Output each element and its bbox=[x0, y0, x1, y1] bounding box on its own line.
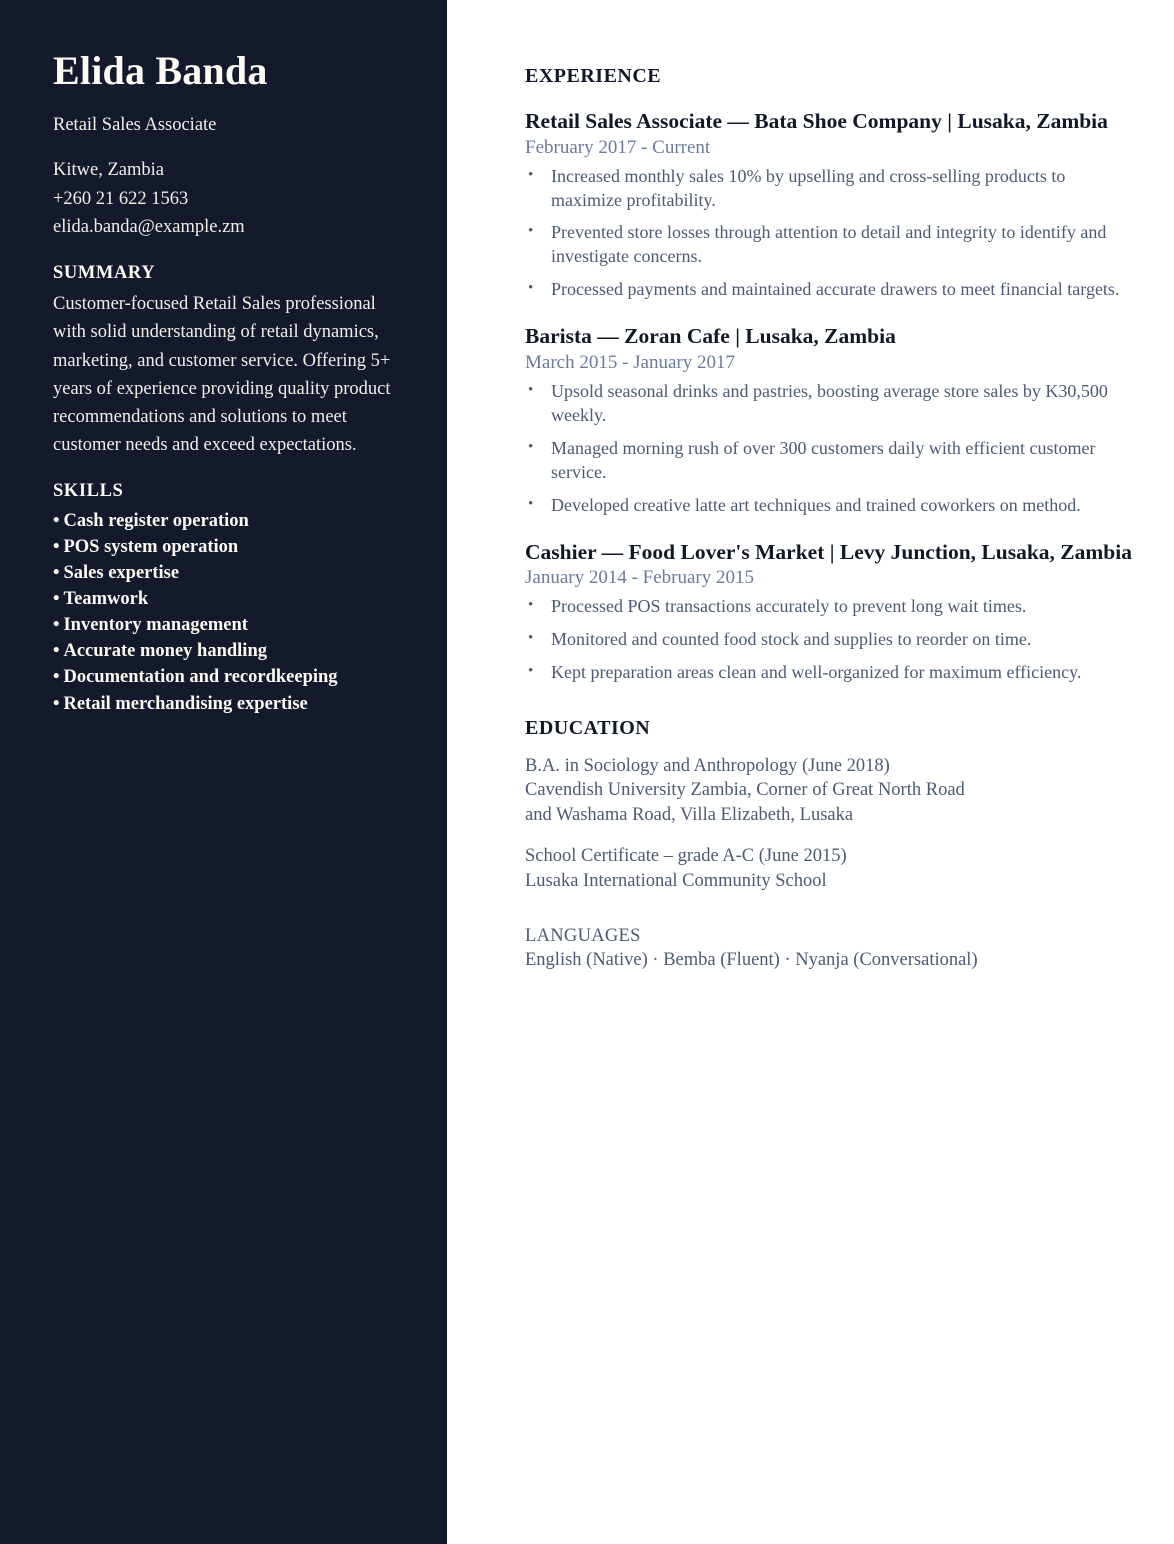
bullet-icon: • bbox=[53, 667, 60, 688]
bullet-icon: • bbox=[53, 563, 60, 584]
experience-heading: EXPERIENCE bbox=[525, 65, 662, 87]
experience-dates: January 2014 - February 2015 bbox=[525, 567, 755, 589]
skill-label: Inventory management bbox=[63, 615, 248, 636]
candidate-job-title: Retail Sales Associate bbox=[53, 115, 217, 136]
experience-bullet-text: Prevented store losses through attention to detail and integrity to identify and investigate concerns. bbox=[551, 222, 1107, 267]
contact-email: elida.banda@example.zm bbox=[53, 217, 245, 238]
experience-bullet-item bbox=[525, 221, 1125, 269]
experience-bullet-text: Kept preparation areas clean and well-organized for maximum efficiency. bbox=[551, 661, 1082, 682]
bullet-icon: • bbox=[53, 589, 60, 610]
sidebar bbox=[0, 0, 447, 1544]
bullet-icon: • bbox=[528, 223, 534, 240]
education-entry bbox=[525, 844, 1174, 893]
education-institution-cont: and Washama Road, Villa Elizabeth, Lusaka bbox=[525, 804, 854, 825]
skill-label: Retail merchandising expertise bbox=[63, 693, 308, 714]
skill-item bbox=[53, 586, 394, 612]
experience-bullet-item bbox=[525, 437, 1125, 485]
skills-list bbox=[53, 508, 394, 717]
experience-bullet-item bbox=[525, 595, 1125, 619]
experience-bullet-item bbox=[525, 661, 1125, 685]
experience-bullet-item bbox=[525, 380, 1125, 428]
bullet-icon: • bbox=[528, 630, 534, 646]
experience-bullets bbox=[525, 380, 1174, 518]
experience-bullet-text: Upsold seasonal drinks and pastries, boosting average store sales by K30,500 weekly. bbox=[551, 380, 1108, 425]
skill-item bbox=[53, 508, 394, 534]
education-heading: EDUCATION bbox=[525, 716, 651, 739]
bullet-icon: • bbox=[528, 662, 534, 679]
bullet-icon: • bbox=[53, 615, 60, 636]
main-content bbox=[525, 0, 1174, 1544]
bullet-icon: • bbox=[53, 641, 60, 662]
experience-list bbox=[525, 108, 1174, 685]
bullet-icon: • bbox=[53, 537, 60, 558]
skill-item bbox=[53, 560, 394, 586]
bullet-icon: • bbox=[53, 510, 60, 531]
bullet-icon: • bbox=[528, 166, 534, 183]
bullet-icon: • bbox=[53, 693, 60, 714]
bullet-icon: • bbox=[528, 381, 534, 398]
education-degree: School Certificate – grade A-C (June 2015) bbox=[525, 846, 847, 867]
skills-heading: SKILLS bbox=[53, 480, 124, 501]
skill-item bbox=[53, 612, 394, 638]
skill-item bbox=[53, 534, 394, 560]
skill-label: Teamwork bbox=[63, 589, 149, 610]
experience-dates: March 2015 - January 2017 bbox=[525, 352, 736, 374]
experience-title: Retail Sales Associate — Bata Shoe Company | Lusaka, Zambia bbox=[525, 109, 1108, 133]
summary-text: Customer-focused Retail Sales professional with solid understanding of retail dynamics, marketing, and customer service. Offering 5+ years of experience providing quality product recommendations and solutions to meet customer needs and exceed expectations. bbox=[53, 294, 391, 455]
education-degree: B.A. in Sociology and Anthropology (June 2018) bbox=[525, 755, 890, 776]
experience-dates: February 2017 - Current bbox=[525, 136, 711, 158]
candidate-name: Elida Banda bbox=[53, 48, 268, 93]
experience-bullet-item bbox=[525, 165, 1125, 213]
experience-bullet-text: Managed morning rush of over 300 customers daily with efficient customer service. bbox=[551, 437, 1096, 482]
skill-label: Sales expertise bbox=[63, 563, 180, 584]
experience-bullets bbox=[525, 595, 1174, 685]
experience-bullet-text: Developed creative latte art techniques and trained coworkers on method. bbox=[551, 494, 1081, 515]
experience-title: Barista — Zoran Cafe | Lusaka, Zambia bbox=[525, 324, 896, 349]
bullet-icon: • bbox=[528, 438, 534, 455]
experience-bullet-item bbox=[525, 628, 1125, 652]
experience-entry bbox=[525, 539, 1174, 685]
skill-item bbox=[53, 638, 394, 664]
skill-item bbox=[53, 691, 394, 717]
experience-bullets bbox=[525, 165, 1174, 303]
experience-entry bbox=[525, 108, 1174, 302]
experience-entry bbox=[525, 323, 1174, 517]
experience-bullet-item bbox=[525, 494, 1125, 518]
contact-phone: +260 21 622 1563 bbox=[53, 188, 189, 209]
skill-label: Cash register operation bbox=[63, 510, 249, 531]
summary-heading: SUMMARY bbox=[53, 263, 156, 284]
contact-location: Kitwe, Zambia bbox=[53, 160, 164, 181]
skill-label: Accurate money handling bbox=[63, 641, 267, 662]
education-institution: Cavendish University Zambia, Corner of Great North Road bbox=[525, 780, 965, 801]
bullet-icon: • bbox=[528, 495, 534, 512]
education-entry bbox=[525, 754, 1174, 827]
experience-title: Cashier — Food Lover's Market | Levy Junction, Lusaka, Zambia bbox=[525, 539, 1132, 564]
experience-bullet-text: Processed payments and maintained accurate drawers to meet financial targets. bbox=[551, 279, 1120, 300]
languages-block bbox=[525, 924, 1174, 973]
bullet-icon: • bbox=[528, 597, 534, 614]
skill-label: POS system operation bbox=[63, 537, 239, 558]
education-list bbox=[525, 754, 1174, 893]
experience-bullet-text: Processed POS transactions accurately to prevent long wait times. bbox=[551, 596, 1027, 617]
languages-heading: LANGUAGES bbox=[525, 925, 641, 946]
experience-bullet-text: Monitored and counted food stock and supplies to reorder on time. bbox=[551, 629, 1032, 649]
bullet-icon: • bbox=[528, 280, 534, 297]
education-institution: Lusaka International Community School bbox=[525, 870, 827, 891]
experience-bullet-text: Increased monthly sales 10% by upselling and cross-selling products to maximize profitability. bbox=[551, 165, 1066, 210]
skill-item bbox=[53, 664, 394, 690]
experience-bullet-item bbox=[525, 278, 1125, 302]
skill-label: Documentation and recordkeeping bbox=[63, 667, 338, 688]
languages-line: English (Native) · Bemba (Fluent) · Nyanja (Conversational) bbox=[525, 950, 978, 971]
